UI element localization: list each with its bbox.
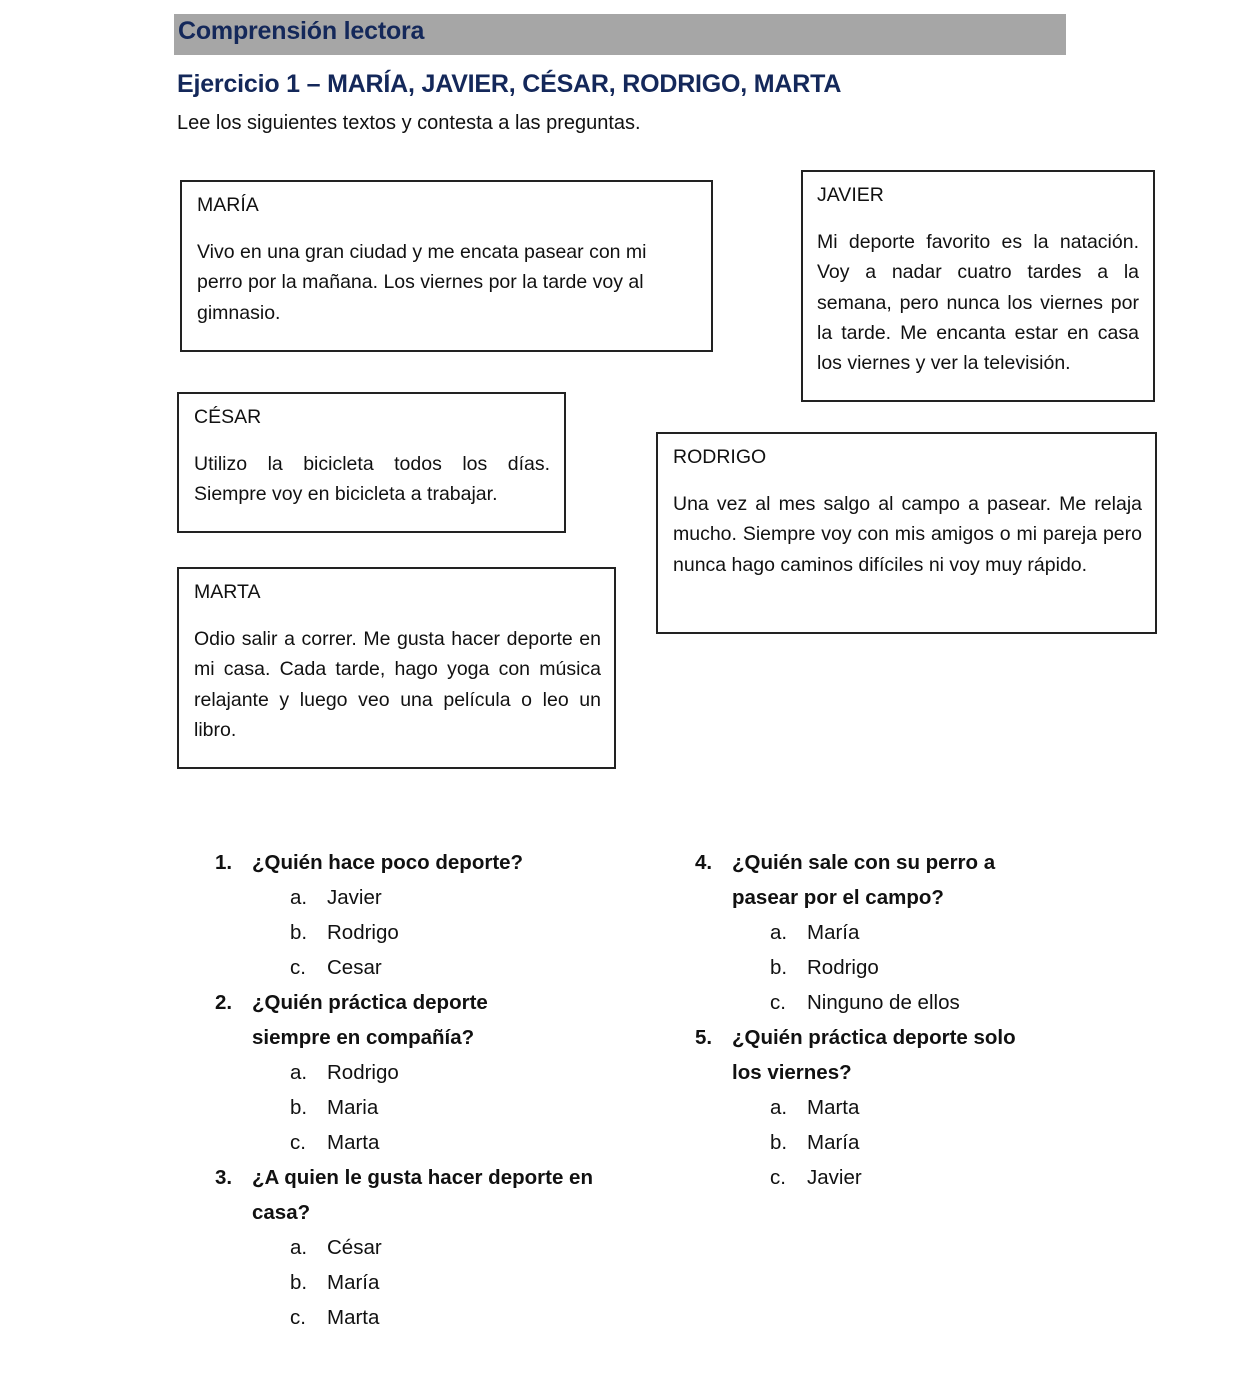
text-box-rodrigo <box>656 432 1157 634</box>
answer-option[interactable] <box>215 880 597 915</box>
answer-option[interactable] <box>215 950 597 985</box>
option-letter: c. <box>290 956 306 979</box>
section-header-bar <box>174 14 1066 55</box>
answer-option[interactable] <box>215 1125 597 1160</box>
question-text: ¿Quién práctica deporte solo los viernes? <box>732 1026 1016 1084</box>
question-number: 2. <box>215 991 233 1014</box>
option-letter: a. <box>770 921 788 944</box>
question-5 <box>695 1020 1042 1195</box>
text-box-cesar <box>177 392 566 533</box>
questions-column-left <box>215 845 597 1335</box>
answer-option[interactable] <box>215 1230 597 1265</box>
answer-option[interactable] <box>695 915 1042 950</box>
question-2 <box>215 985 597 1160</box>
text-box-body: Una vez al mes salgo al campo a pasear. Me relaja mucho. Siempre voy con mis amigos o mi pareja pero nunca hago caminos difíciles ni voy muy rápido. <box>673 493 1142 576</box>
questions-column-right <box>695 845 1042 1195</box>
text-box-name: JAVIER <box>817 184 884 206</box>
option-text: Javier <box>327 886 382 909</box>
text-box-body: Vivo en una gran ciudad y me encata pasear con mi perro por la mañana. Los viernes por la tarde voy al gimnasio. <box>197 241 647 324</box>
answer-option[interactable] <box>695 950 1042 985</box>
question-4 <box>695 845 1042 1020</box>
question-number: 1. <box>215 851 233 874</box>
option-letter: b. <box>290 1271 308 1294</box>
question-1 <box>215 845 597 985</box>
option-letter: a. <box>290 1236 308 1259</box>
question-text: ¿A quien le gusta hacer deporte en casa? <box>252 1166 593 1224</box>
option-letter: b. <box>770 956 788 979</box>
answer-option[interactable] <box>695 985 1042 1020</box>
option-letter: c. <box>290 1131 306 1154</box>
option-text: Marta <box>807 1096 860 1119</box>
answer-option[interactable] <box>215 915 597 950</box>
text-box-body: Utilizo la bicicleta todos los días. Siempre voy en bicicleta a trabajar. <box>194 453 550 506</box>
question-number: 3. <box>215 1166 233 1189</box>
option-letter: c. <box>770 991 786 1014</box>
answer-option[interactable] <box>695 1125 1042 1160</box>
answer-option[interactable] <box>215 1300 597 1335</box>
option-letter: a. <box>290 1061 308 1084</box>
exercise-title: Ejercicio 1 – MARÍA, JAVIER, CÉSAR, RODRIGO, MARTA <box>177 70 842 98</box>
answer-option[interactable] <box>695 1090 1042 1125</box>
option-text: Marta <box>327 1131 380 1154</box>
text-box-name: MARÍA <box>197 194 259 216</box>
option-letter: b. <box>770 1131 788 1154</box>
option-letter: c. <box>290 1306 306 1329</box>
option-text: Cesar <box>327 956 382 979</box>
option-text: César <box>327 1236 382 1259</box>
text-box-body: Mi deporte favorito es la natación. Voy a nadar cuatro tardes a la semana, pero nunca los viernes por la tarde. Me encanta estar en casa los viernes y ver la televisión. <box>817 231 1139 375</box>
option-letter: b. <box>290 921 308 944</box>
answer-option[interactable] <box>695 1160 1042 1195</box>
text-box-maria <box>180 180 713 352</box>
option-letter: b. <box>290 1096 308 1119</box>
answer-option[interactable] <box>215 1090 597 1125</box>
answer-option[interactable] <box>215 1265 597 1300</box>
question-number: 5. <box>695 1026 713 1049</box>
answer-option[interactable] <box>215 1055 597 1090</box>
question-3 <box>215 1160 597 1335</box>
text-box-name: RODRIGO <box>673 446 767 468</box>
section-title: Comprensión lectora <box>178 17 425 45</box>
option-text: Maria <box>327 1096 379 1119</box>
option-text: Javier <box>807 1166 862 1189</box>
option-letter: a. <box>770 1096 788 1119</box>
option-text: María <box>807 1131 860 1154</box>
option-text: Ninguno de ellos <box>807 991 960 1014</box>
text-box-marta <box>177 567 616 769</box>
question-text: ¿Quién práctica deporte siempre en compañía? <box>252 991 488 1049</box>
option-text: María <box>807 921 860 944</box>
instructions: Lee los siguientes textos y contesta a las preguntas. <box>177 112 641 134</box>
option-text: Rodrigo <box>327 1061 399 1084</box>
question-text: ¿Quién hace poco deporte? <box>252 851 524 874</box>
option-text: Marta <box>327 1306 380 1329</box>
text-box-body: Odio salir a correr. Me gusta hacer deporte en mi casa. Cada tarde, hago yoga con música relajante y luego veo una película o leo un libro. <box>194 628 601 741</box>
option-text: María <box>327 1271 380 1294</box>
text-box-name: MARTA <box>194 581 261 603</box>
option-text: Rodrigo <box>327 921 399 944</box>
option-letter: c. <box>770 1166 786 1189</box>
option-letter: a. <box>290 886 308 909</box>
question-text: ¿Quién sale con su perro a pasear por el campo? <box>732 851 996 909</box>
text-box-name: CÉSAR <box>194 406 262 428</box>
text-box-javier <box>801 170 1155 402</box>
question-number: 4. <box>695 851 713 874</box>
option-text: Rodrigo <box>807 956 879 979</box>
